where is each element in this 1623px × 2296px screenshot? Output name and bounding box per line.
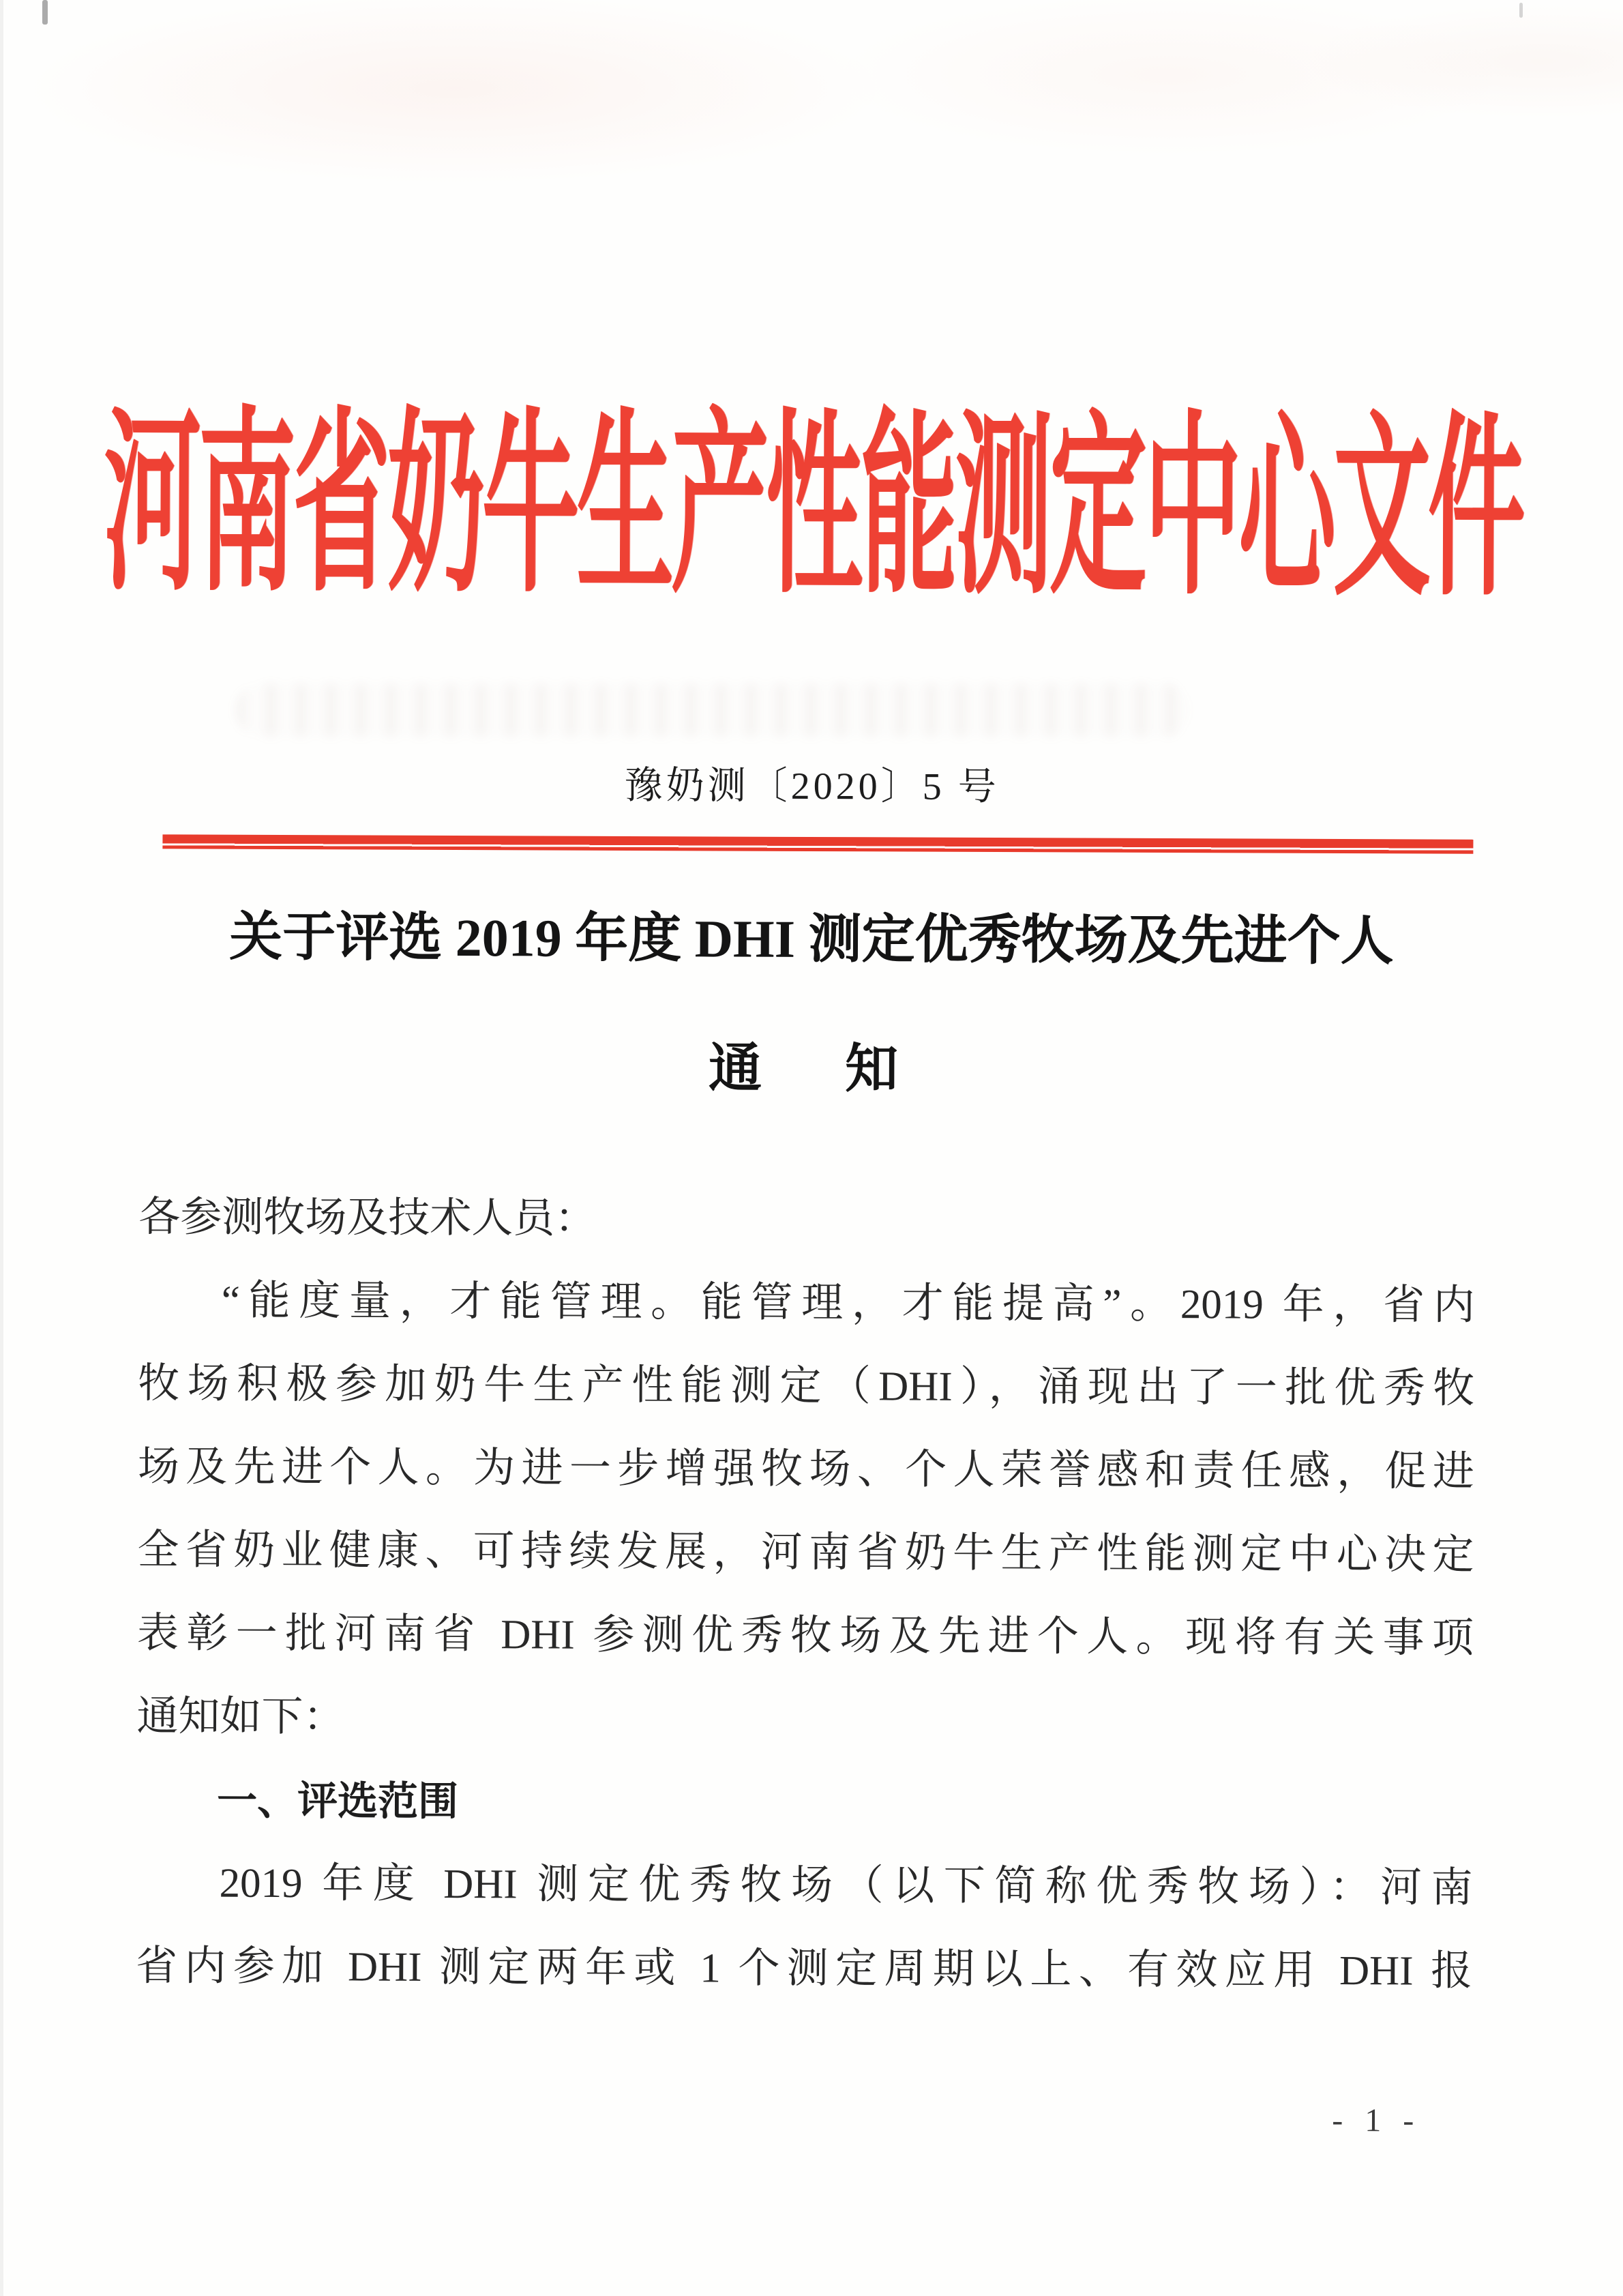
document-title-line-2: 通 知 bbox=[708, 1038, 914, 1099]
body-line: 通知如下： bbox=[136, 1694, 345, 1741]
document-number: 豫奶测〔2020〕5 号 bbox=[624, 764, 1000, 809]
body-line: 场及先进个人。为进一步增强牧场、个人荣誉感和责任感，促进 bbox=[137, 1444, 1475, 1495]
body-line: 牧场积极参加奶牛生产性能测定（DHI），涌现出了一批优秀牧 bbox=[138, 1361, 1475, 1412]
body-salutation: 各参测牧场及技术人员： bbox=[138, 1194, 597, 1242]
letterhead bbox=[1, 389, 1623, 627]
letterhead-org-title: 河南省奶牛生产性能测定中心文件 bbox=[103, 396, 1523, 620]
body-line: 2019 年度 DHI 测定优秀牧场（以下简称优秀牧场）：河南 bbox=[219, 1860, 1473, 1911]
body-line: 全省奶业健康、可持续发展，河南省奶牛生产性能测定中心决定 bbox=[137, 1527, 1474, 1578]
document-body bbox=[136, 1176, 1476, 2014]
red-divider-rule bbox=[162, 834, 1473, 853]
body-line: 表彰一批河南省 DHI 参测优秀牧场及先进个人。现将有关事项 bbox=[136, 1610, 1474, 1662]
body-line: “能度量，才能管理。能管理，才能提高”。2019 年，省内 bbox=[221, 1278, 1475, 1329]
page-number: - 1 - bbox=[1332, 2102, 1421, 2139]
body-section-heading: 一、评选范围 bbox=[216, 1778, 459, 1825]
body-line: 省内参加 DHI 测定两年或 1 个测定周期以上、有效应用 DHI 报 bbox=[135, 1943, 1473, 1995]
document-title-line-1: 关于评选 2019 年度 DHI 测定优秀牧场及先进个人 bbox=[229, 907, 1394, 971]
